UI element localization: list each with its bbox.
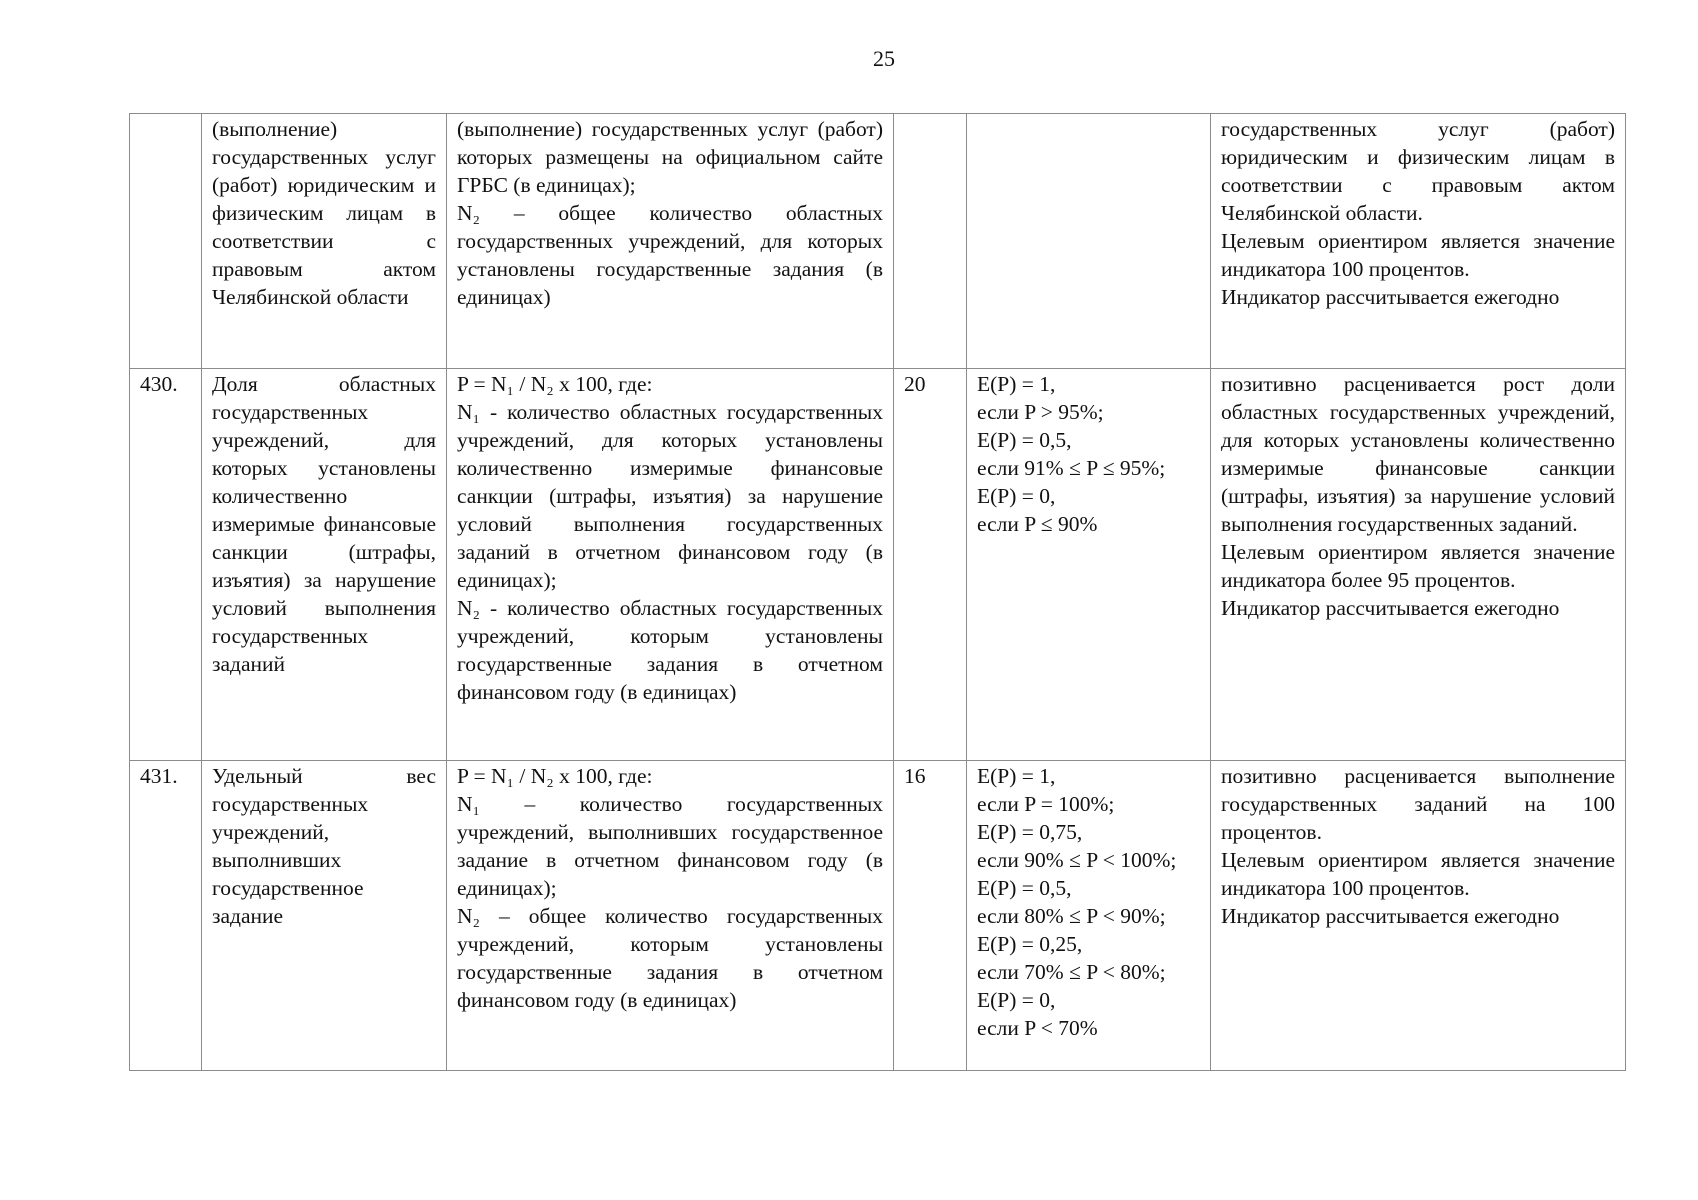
page-number: 25: [873, 46, 895, 71]
indicator-name: Доля областных государственных учреждений, для которых установлены количественно измеримые финансовые санкции (штрафы, изъятия) за нарушение условий выполнения государственных заданий: [202, 369, 447, 761]
evaluation-rule: [967, 369, 1211, 761]
row-number: 430.: [130, 369, 202, 761]
note-line: Индикатор рассчитывается ежегодно: [1221, 904, 1560, 928]
note-line: позитивно расценивается рост доли областных государственных учреждений, для которых установлены количественно измеримые финансовые санкции (штрафы, изъятия) за нарушение условий выполнения государственных заданий.: [1221, 372, 1615, 536]
formula-line: N₁ – количество государственных учреждений, выполнивших государственное задание в отчетном финансовом году (в единицах);: [457, 792, 883, 900]
indicator-name: (выполнение) государственных услуг (работ) юридическим и физическим лицам в соответствии с правовым актом Челябинской области: [202, 114, 447, 369]
row-number: 431.: [130, 761, 202, 1071]
evaluation-rule: [967, 114, 1211, 369]
rule-line: E(P) = 0,75,: [977, 820, 1083, 844]
rule-line: если 70% ≤ P < 80%;: [977, 960, 1166, 984]
rule-line: если 80% ≤ P < 90%;: [977, 904, 1166, 928]
indicator-weight: 16: [894, 761, 967, 1071]
rule-line: если P > 95%;: [977, 400, 1104, 424]
formula-line: N₁ - количество областных государственных учреждений, для которых установлены количественно измеримые финансовые санкции (штрафы, изъятия) за нарушение условий выполнения государственных заданий в отчетном финансовом году (в единицах);: [457, 400, 883, 592]
note-line: Целевым ориентиром является значение индикатора более 95 процентов.: [1221, 540, 1615, 592]
rule-line: E(P) = 0,5,: [977, 428, 1072, 452]
formula-line: N₂ – общее количество государственных учреждений, которым установлены государственные задания в отчетном финансовом году (в единицах): [457, 904, 883, 1012]
indicator-formula: [447, 761, 894, 1071]
rule-line: если P = 100%;: [977, 792, 1115, 816]
formula-line: P = N₁ / N₂ x 100, где:: [457, 372, 653, 396]
formula-line: P = N₁ / N₂ x 100, где:: [457, 764, 653, 788]
rule-line: E(P) = 0,: [977, 988, 1056, 1012]
rule-line: E(P) = 0,: [977, 484, 1056, 508]
table-row: [130, 761, 1626, 1071]
note-line: Индикатор рассчитывается ежегодно: [1221, 596, 1560, 620]
note-line: Целевым ориентиром является значение индикатора 100 процентов.: [1221, 848, 1615, 900]
formula-line: N₂ – общее количество областных государственных учреждений, для которых установлены государственные задания (в единицах): [457, 201, 883, 309]
table-row: [130, 114, 1626, 369]
evaluation-rule: [967, 761, 1211, 1071]
indicator-weight: 20: [894, 369, 967, 761]
table-row: [130, 369, 1626, 761]
indicators-table: [129, 113, 1626, 1071]
indicator-note: [1211, 369, 1626, 761]
rule-line: E(P) = 0,25,: [977, 932, 1083, 956]
indicator-name: Удельный вес государственных учреждений, выполнивших государственное задание: [202, 761, 447, 1071]
rule-line: если P < 70%: [977, 1016, 1098, 1040]
indicator-note: [1211, 114, 1626, 369]
formula-line: (выполнение) государственных услуг (работ) которых размещены на официальном сайте ГРБС (в единицах);: [457, 117, 883, 197]
note-line: государственных услуг (работ) юридическим и физическим лицам в соответствии с правовым актом Челябинской области.: [1221, 117, 1615, 225]
formula-line: N₂ - количество областных государственных учреждений, которым установлены государственные задания в отчетном финансовом году (в единицах): [457, 596, 883, 704]
rule-line: если 91% ≤ P ≤ 95%;: [977, 456, 1166, 480]
rule-line: E(P) = 0,5,: [977, 876, 1072, 900]
rule-line: если 90% ≤ P < 100%;: [977, 848, 1177, 872]
indicator-note: [1211, 761, 1626, 1071]
note-line: Индикатор рассчитывается ежегодно: [1221, 285, 1560, 309]
note-line: позитивно расценивается выполнение государственных заданий на 100 процентов.: [1221, 764, 1615, 844]
indicator-formula: [447, 114, 894, 369]
note-line: Целевым ориентиром является значение индикатора 100 процентов.: [1221, 229, 1615, 281]
rule-line: E(P) = 1,: [977, 372, 1056, 396]
rule-line: E(P) = 1,: [977, 764, 1056, 788]
indicator-formula: [447, 369, 894, 761]
rule-line: если P ≤ 90%: [977, 512, 1098, 536]
indicator-weight: [894, 114, 967, 369]
row-number: [130, 114, 202, 369]
